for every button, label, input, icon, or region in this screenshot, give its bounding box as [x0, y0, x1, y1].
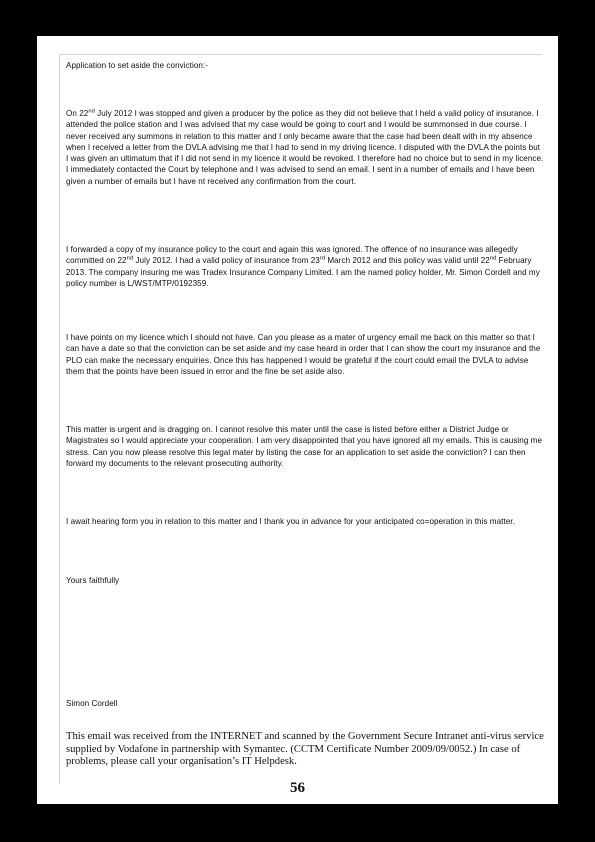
page-number: 56 [290, 780, 305, 796]
closing-salutation: Yours faithfully [66, 576, 120, 585]
signature-name: Simon Cordell [66, 699, 118, 708]
paragraph-2: I forwarded a copy of my insurance policy to the court and again this was ignored. The offence of no insurance was allegedly committed on 22nd July 2012. I had a valid policy of insurance from 23rd March 2012 and this policy was valid until 22nd February 2013. The company insuring me was Tradex Insurance Company Limited. I am the named policy holder, Mr. Simon Cordell and my policy number is L/WST/MTP/0192359. [66, 245, 540, 288]
paragraph-5: I await hearing form you in relation to this matter and I thank you in advance for your anticipated co=operation in this matter. [66, 517, 515, 526]
paragraph-1: On 22nd July 2012 I was stopped and given a producer by the police as they did not believe that I held a valid policy of insurance. I attended the police station and I was advised that my case would be going to court and I would be summonsed in due course. I never received any summons in relation to this matter and I only became aware that the case had been dealt with in my absence when I received a letter from the DVLA advising me that I had to send in my driving licence. I disputed with the DVLA the points but I was given an ultimatum that if I did not send in my licence it would be revoked. I therefore had no choice but to send in my licence. I immediately contacted the Court by telephone and I was advised to send an email. I sent in a number of emails and I have been given a number of emails but I have nt received any confirmation from the court. [66, 108, 544, 186]
left-margin-rule [59, 54, 60, 784]
letter-heading: Application to set aside the conviction:- [66, 61, 208, 70]
email-scan-notice: This email was received from the INTERNET and scanned by the Government Secure Intranet anti-virus service supplied by Vodafone in partnership with Symantec. (CCTM Certificate Number 2009/09/0052.) In case of problems, please call your organisation’s IT Helpdesk. [66, 731, 544, 767]
top-margin-rule [59, 54, 542, 55]
paragraph-3: I have points on my licence which I should not have. Can you please as a mater of urgency email me back on this matter so that I can have a date so that the conviction can be set aside and my case heard in order that I can show the court my insurance and the PLO can make the necessary enquiries. Once this has happened I would be grateful if the court could email the DVLA to advise them that the points have been issued in error and the fine be set aside also. [66, 333, 541, 376]
paragraph-4: This matter is urgent and is dragging on. I cannot resolve this mater until the case is listed before either a District Judge or Magistrates so I would appreciate your cooperation. I am very disappointed that you have ignored all my emails. This is causing me stress. Can you now please resolve this legal mater by listing the case for an application to set aside the conviction? I can then forward my documents to the relevant prosecuting authority. [66, 425, 543, 468]
